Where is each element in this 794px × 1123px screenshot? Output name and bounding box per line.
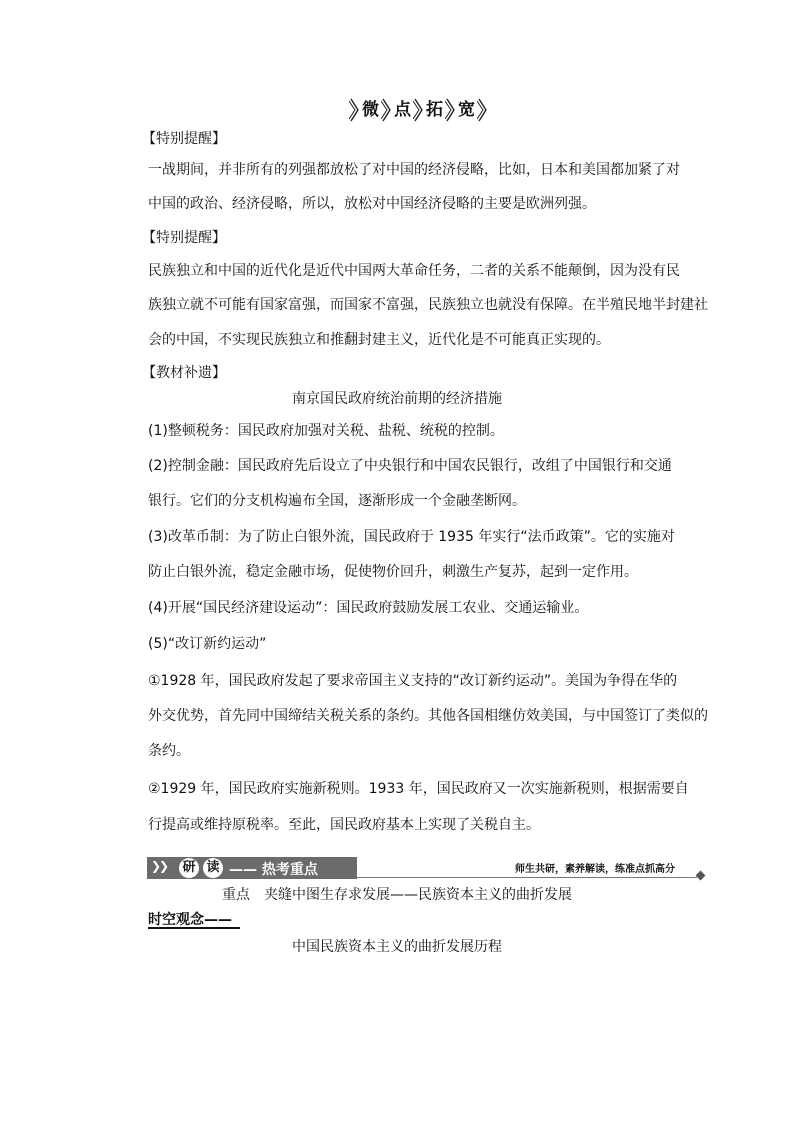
banner-char: 点 xyxy=(394,100,411,120)
concept-label: 时空观念—— xyxy=(148,912,232,928)
paragraph-line: 银行。它们的分支机构遍布全国，逐渐形成一个金融垄断网。 xyxy=(148,493,526,509)
paragraph-line: (5)“改订新约运动” xyxy=(148,636,267,652)
section-badge: 读 xyxy=(203,858,223,878)
diamond-icon xyxy=(696,871,706,881)
paragraph-line: ②1929 年，国民政府实施新税则。1933 年，国民政府又一次实施新税则，根据需要自 xyxy=(148,781,689,797)
chevron-right-icon xyxy=(413,98,424,122)
paragraph-line: 外交优势，首先同中国缔结关税关系的条约。其他各国相继仿效美国，与中国签订了类似的 xyxy=(148,708,708,724)
section-slogan: 师生共研，素养解读，练准点抓高分 xyxy=(515,864,675,875)
paragraph-line: 民族独立和中国的近代化是近代中国两大革命任务，二者的关系不能颠倒，因为没有民 xyxy=(148,263,680,279)
supplement-title: 南京国民政府统治前期的经济措施 xyxy=(292,391,502,407)
section-title: —— 热考重点 xyxy=(229,862,318,878)
paragraph-line: 防止白银外流，稳定金融市场，促使物价回升，刺激生产复苏，起到一定作用。 xyxy=(148,564,638,580)
subsection-title: 中国民族资本主义的曲折发展历程 xyxy=(292,939,502,955)
paragraph-line: (4)开展“国民经济建设运动”：国民政府鼓励发展工农业、交通运输业。 xyxy=(148,600,589,616)
paragraph-line: 行提高或维持原税率。至此，国民政府基本上实现了关税自主。 xyxy=(148,817,540,833)
key-point-heading: 重点 夹缝中图生存求发展——民族资本主义的曲折发展 xyxy=(222,887,572,903)
banner-char: 拓 xyxy=(426,100,443,120)
section-badge: 研 xyxy=(179,858,199,878)
paragraph-line: (3)改革币制：为了防止白银外流，国民政府于 1935 年实行“法币政策”。它的实施对 xyxy=(148,529,675,545)
banner-char: 宽 xyxy=(458,100,475,120)
section-tag: 【特别提醒】 xyxy=(142,230,226,246)
chevron-right-icon xyxy=(445,98,456,122)
section-banner xyxy=(349,97,488,123)
chevron-right-icon xyxy=(349,98,360,122)
paragraph-line: 中国的政治、经济侵略，所以，放松对中国经济侵略的主要是欧洲列强。 xyxy=(148,196,596,212)
divider xyxy=(148,927,240,929)
section-tag: 【特别提醒】 xyxy=(142,131,226,147)
paragraph-line: 条约。 xyxy=(148,743,190,759)
chevron-right-icon xyxy=(381,98,392,122)
banner-char: 微 xyxy=(362,100,379,120)
double-chevron-icon: ❯❯ xyxy=(151,859,168,873)
paragraph-line: ①1928 年，国民政府发起了要求帝国主义支持的“改订新约运动”。美国为争得在华的 xyxy=(148,673,678,689)
paragraph-line: 一战期间，并非所有的列强都放松了对中国的经济侵略，比如，日本和美国都加紧了对 xyxy=(148,162,680,178)
paragraph-line: (2)控制金融：国民政府先后设立了中央银行和中国农民银行，改组了中国银行和交通 xyxy=(148,458,672,474)
paragraph-line: (1)整顿税务：国民政府加强对关税、盐税、统税的控制。 xyxy=(148,423,504,439)
chevron-right-icon xyxy=(477,98,488,122)
section-tag: 【教材补遗】 xyxy=(142,365,226,381)
paragraph-line: 会的中国，不实现民族独立和推翻封建主义，近代化是不可能真正实现的。 xyxy=(148,332,610,348)
divider xyxy=(357,877,697,878)
section-header xyxy=(147,855,707,881)
paragraph-line: 族独立就不可能有国家富强，而国家不富强，民族独立也就没有保障。在半殖民地半封建社 xyxy=(148,297,708,313)
